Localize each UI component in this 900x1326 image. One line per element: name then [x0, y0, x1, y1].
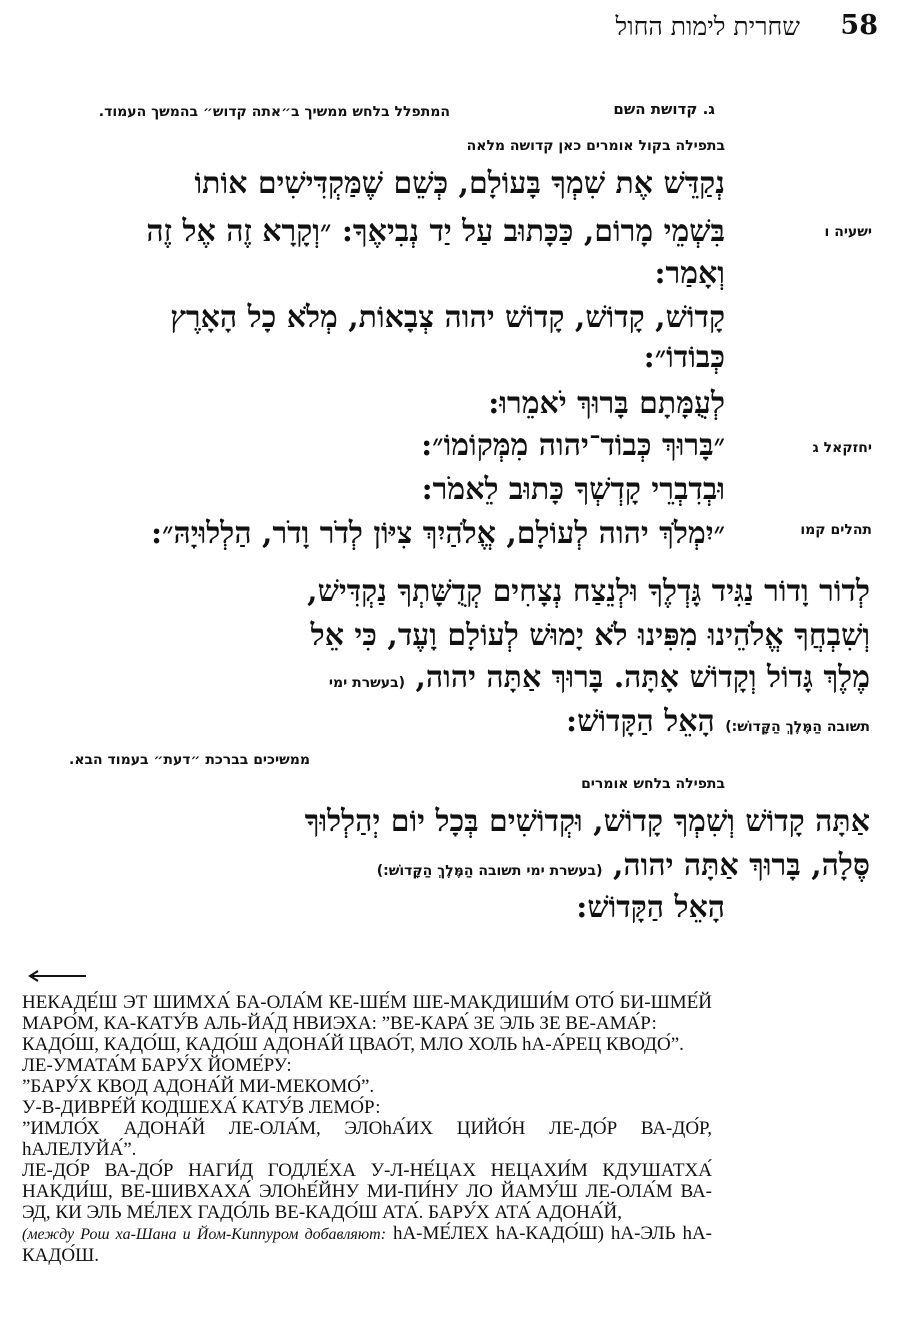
ata-kadosh-line	[377, 848, 870, 883]
transliteration-paragraph: НЕКАДЕ́Ш ЭТ ШИМХА́ БА-ОЛА́М КЕ-ШЕ́М ШЕ-МАКДИШИ́М ОТО́ БИ-ШМЕ́Й МАРО́М, КА-КАТУ́В АЛЬ-ЙА́Д НВИЭХА: ”ВЕ-КАРА́ ЗЕ ЭЛЬ ЗЕ ВЕ-АМА́Р:	[22, 992, 712, 1034]
transliteration-paragraph: ЛЕ-ДО́Р ВА-ДО́Р НАГИ́Д ГОДЛЕ́ХА У-Л-НЕ́ЦАХ НЕЦАХИ́М КДУШАТХА́ НАКДИ́Ш, ВЕ-ШИВХАХА́ ЭЛОhЕ́ЙНУ МИ-ПИ́НУ ЛО ЙАМУ́Ш ЛЕ-ОЛА́М ВА-ЭД, КИ ЭЛЬ МЕ́ЛЕХ ГАДО́ЛЬ ВЕ-КАДО́Ш АТА́. БАРУ́Х АТА́ АДОНА́Й,	[22, 1160, 712, 1223]
quiet-prayer-note: בתפילה בלחש אומרים	[581, 776, 725, 792]
transliteration-paragraph: КАДО́Ш, КАДО́Ш, КАДО́Ш АДОНА́Й ЦВАО́Т, МЛО ХОЛЬ hА-А́РЕЦ КВОДО́”.	[22, 1034, 684, 1055]
margin-ref-ezekiel: יחזקאל ג	[812, 440, 872, 456]
instruction-note: המתפלל בלחש ממשיך ב״אתה קדוש״ בהמשך העמוד.	[98, 104, 450, 120]
ledor-line: לְדוֹר וָדוֹר נַגִּיד גָּדְלֶךָ וּלְנֵצַח נְצָחִים קְדֻשָּׁתְךָ נַקְדִּישׁ,	[307, 574, 870, 609]
ata-kadosh-text: סֶּלָה, בָּרוּךְ אַתָּה יהוה,	[612, 848, 870, 883]
transliteration-block	[22, 992, 712, 1266]
kedusha-line: בִּשְׁמֵי מָרוֹם, כַּכָּתוּב עַל יַד נְבִיאֶךָ: ״וְקָרָא זֶה אֶל זֶה	[146, 214, 725, 249]
margin-ref-psalms: תהלים קמו	[800, 522, 872, 538]
ledor-line-text: מֶלֶךְ גָּדוֹל וְקָדוֹשׁ אָתָּה. בָּרוּךְ אַתָּה יהוה,	[415, 660, 870, 695]
transliteration-paragraph	[22, 1223, 712, 1266]
margin-ref-isaiah: ישעיה ו	[824, 224, 872, 240]
transliteration-tail: hА-МЕ́ЛЕХ hА-КАДО́Ш) hА-ЭЛЬ hА-КАДО́Ш.	[22, 1223, 713, 1266]
ledor-line	[329, 660, 870, 695]
ledor-line	[566, 704, 870, 739]
section-heading: ג. קדושת השם	[613, 100, 715, 118]
ledor-inline-note: תשובה הַמֶּלֶךְ הַקָּדוֹשׁ:)	[725, 719, 870, 735]
page-title: שחרית לימות החול	[615, 12, 800, 41]
kedusha-line: ״בָּרוּךְ כְּבוֹד־יהוה מִמְּקוֹמוֹ״:	[421, 428, 725, 463]
transliteration-note: (между Рош ха-Шана и Йом-Киппуром добавляют:	[22, 1226, 387, 1243]
kedusha-line: קָדוֹשׁ, קָדוֹשׁ, קָדוֹשׁ יהוה צְבָאוֹת, מְלֹא כָל הָאָרֶץ	[170, 300, 725, 335]
arrow-left-icon	[26, 970, 88, 982]
transliteration-paragraph: ”ИМЛО́Х АДОНА́Й ЛЕ-ОЛА́М, ЭЛОhА́ИХ ЦИЙО́Н ЛЕ-ДО́Р ВА-ДО́Р, hАЛЕЛУЙА́”.	[22, 1118, 712, 1160]
ata-kadosh-line: אַתָּה קָדוֹשׁ וְשִׁמְךָ קָדוֹשׁ, וּקְדוֹשִׁים בְּכָל יוֹם יְהַלְלוּךָ	[304, 804, 870, 839]
ata-kadosh-line: הָאֵל הַקָּדוֹשׁ:	[576, 890, 725, 925]
transliteration-paragraph: У-В-ДИВРЕ́Й КОДШЕХА́ КАТУ́В ЛЕМО́Р:	[22, 1097, 381, 1118]
continue-note: ממשיכים בברכת ״דעת״ בעמוד הבא.	[69, 752, 310, 768]
kedusha-line: לְעֻמָּתָם בָּרוּךְ יֹאמֵרוּ:	[488, 386, 725, 421]
transliteration-paragraph: ”БАРУ́Х КВОД АДОНА́Й МИ-МЕКОМО́”.	[22, 1076, 375, 1097]
ledor-line: וְשִׁבְחֲךָ אֱלֹהֵינוּ מִפִּינוּ לֹא יָמוּשׁ לְעוֹלָם וָעֶד, כִּי אֵל	[310, 618, 870, 653]
page-number: 58	[840, 10, 878, 41]
kedusha-line: ״יִמְלֹךְ יהוה לְעוֹלָם, אֱלֹהַיִךְ צִיּוֹן לְדֹר וָדֹר, הַלְלוּיָהּ״:	[151, 516, 725, 551]
kedusha-line: וּבְדִבְרֵי קָדְשְׁךָ כָּתוּב לֵאמֹר:	[421, 472, 725, 507]
kedusha-line: נְקַדֵּשׁ אֶת שִׁמְךָ בָּעוֹלָם, כְּשֵׁם שֶׁמַּקְדִּישִׁים אוֹתוֹ	[194, 166, 725, 201]
transliteration-paragraph: ЛЕ-УМАТА́М БАРУ́Х ЙОМЕ́РУ:	[22, 1055, 292, 1076]
kedusha-line: וְאָמַר:	[654, 256, 725, 291]
kedusha-line: כְּבוֹדוֹ״:	[643, 340, 725, 375]
ledor-inline-note: (בעשרת ימי	[328, 675, 406, 691]
loud-prayer-note: בתפילה בקול אומרים כאן קדושה מלאה	[466, 138, 725, 154]
ledor-line-text: הָאֵל הַקָּדוֹשׁ:	[566, 704, 715, 739]
ata-kadosh-note: (בעשרת ימי תשובה הַמֶּלֶךְ הַקָּדוֹשׁ:)	[376, 863, 603, 879]
